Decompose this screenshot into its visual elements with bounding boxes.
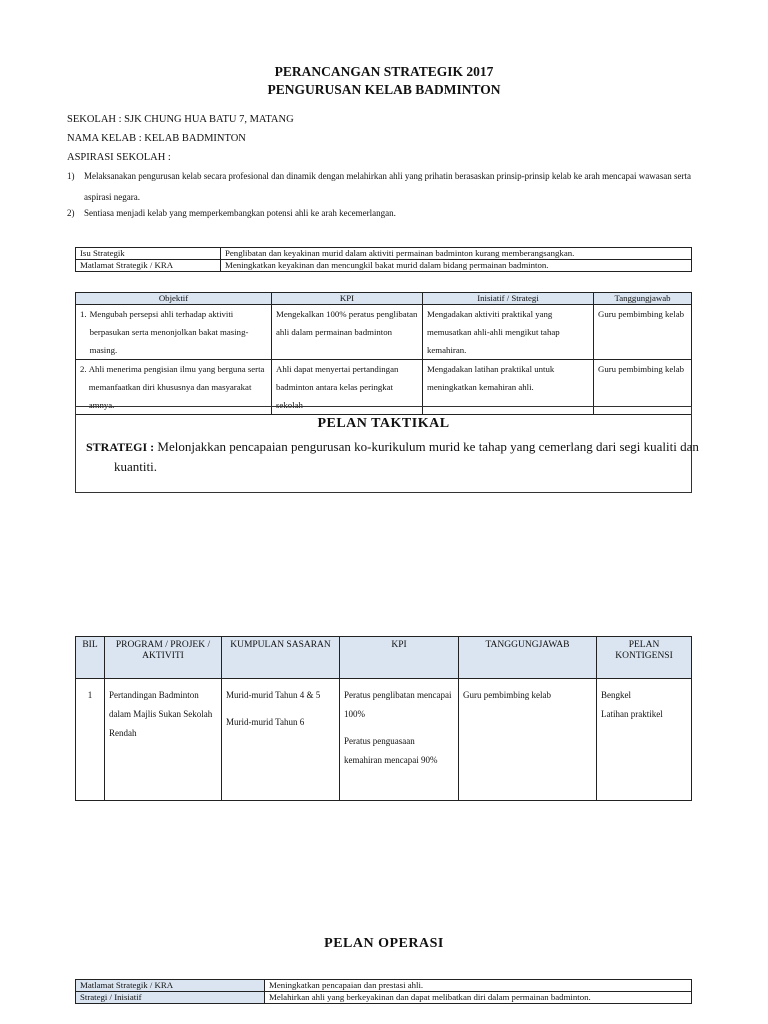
aspirasi-text: Sentiasa menjadi kelab yang memperkembangkan potensi ahli ke arah kecemerlangan.: [84, 208, 396, 218]
objektif-cell: [76, 305, 272, 360]
header-tanggungjawab: Tanggungjawab: [594, 293, 692, 305]
strategi-text: Melonjakkan pencapaian pengurusan ko-kurikulum murid ke tahap yang cemerlang dari segi kualiti dan kuantiti.: [114, 439, 699, 474]
program-cell: Pertandingan Badminton dalam Majlis Sukan Sekolah Rendah: [105, 679, 222, 801]
program-table: [75, 636, 692, 801]
tanggungjawab-cell: Guru pembimbing kelab: [459, 679, 597, 801]
tanggungjawab-cell: Guru pembimbing kelab: [594, 360, 692, 415]
aspirasi-number: 2): [67, 208, 75, 218]
objektif-text: Ahli menerima pengisian ilmu yang berguna serta memanfaatkan diri khususnya dan masyarakat amnya.: [88, 364, 265, 410]
isu-value: Penglibatan dan keyakinan murid dalam aktiviti permainan badminton kurang memberangsangkan.: [221, 248, 692, 260]
table-header-row: [76, 637, 692, 679]
kpi-cell: Mengekalkan 100% peratus penglibatan ahli dalam permainan badminton: [272, 305, 423, 360]
inisiatif-cell: Mengadakan aktiviti praktikal yang memusatkan ahli-ahli mengikut tahap kemahiran.: [423, 305, 594, 360]
operasi-value: Melahirkan ahli yang berkeyakinan dan dapat melibatkan diri dalam permainan badminton.: [265, 992, 692, 1004]
header-sasaran: KUMPULAN SASARAN: [222, 637, 340, 679]
table-header-row: [76, 293, 692, 305]
operasi-label: Matlamat Strategik / KRA: [76, 980, 265, 992]
objektif-table: [75, 292, 692, 415]
bil-cell: 1: [76, 679, 105, 801]
header-bil: BIL: [76, 637, 105, 679]
kra-value: Meningkatkan keyakinan dan mencungkil bakat murid dalam bidang permainan badminton.: [221, 260, 692, 272]
isu-label: Isu Strategik: [76, 248, 221, 260]
kra-label: Matlamat Strategik / KRA: [76, 260, 221, 272]
table-row: [76, 980, 692, 992]
table-row: [76, 679, 692, 801]
pelan-taktikal-box: [75, 406, 699, 493]
objektif-text: Mengubah persepsi ahli terhadap aktiviti berpasukan serta menonjolkan bakat masing-masing.: [89, 309, 249, 355]
sasaran-secondary: Murid-murid Tahun 6: [226, 717, 305, 727]
document-title: PERANCANGAN STRATEGIK 2017: [274, 64, 494, 79]
header-program: PROGRAM / PROJEK / AKTIVITI: [105, 637, 222, 679]
table-row: [76, 260, 692, 272]
kpi-cell: Ahli dapat menyertai pertandingan badminton antara kelas peringkat sekolah: [272, 360, 423, 415]
header-inisiatif: Inisiatif / Strategi: [423, 293, 594, 305]
aspirasi-number: 1): [67, 171, 75, 181]
inisiatif-cell: Mengadakan latihan praktikal untuk meningkatkan kemahiran ahli.: [423, 360, 594, 415]
header-kontingensi: PELAN KONTIGENSI: [597, 637, 692, 679]
header-kpi: KPI: [340, 637, 459, 679]
aspirasi-text: Melaksanakan pengurusan kelab secara profesional dan dinamik dengan melahirkan ahli yang prihatin berasaskan prinsip-prinsip kelab ke arah mencapai wawasan serta aspirasi negara.: [84, 171, 692, 202]
kpi-cell: [340, 679, 459, 801]
kpi-primary: Peratus penglibatan mencapai 100%: [344, 690, 452, 719]
operasi-label: Strategi / Inisiatif: [76, 992, 265, 1004]
nama-kelab-line: NAMA KELAB : KELAB BADMINTON: [67, 133, 246, 144]
aspirasi-item: [67, 166, 707, 208]
isu-strategik-table: [75, 247, 692, 272]
table-row: [76, 248, 692, 260]
table-row: [76, 305, 692, 360]
aspirasi-label: ASPIRASI SEKOLAH :: [67, 152, 171, 163]
table-row: [76, 992, 692, 1004]
sasaran-cell: [222, 679, 340, 801]
header-tanggungjawab: TANGGUNGJAWAB: [459, 637, 597, 679]
row-number: 2.: [80, 364, 87, 374]
pelan-taktikal-title: PELAN TAKTIKAL: [317, 416, 450, 431]
kontingensi-primary: Bengkel: [601, 690, 631, 700]
pelan-operasi-title: PELAN OPERASI: [324, 936, 444, 951]
strategi-label: STRATEGI :: [86, 440, 155, 454]
sasaran-primary: Murid-murid Tahun 4 & 5: [226, 690, 321, 700]
kontingensi-secondary: Latihan praktikel: [601, 709, 663, 719]
document-subtitle: PENGURUSAN KELAB BADMINTON: [267, 82, 501, 97]
header-objektif: Objektif: [76, 293, 272, 305]
strategi-statement: [81, 437, 714, 477]
kontingensi-cell: [597, 679, 692, 801]
aspirasi-item: [67, 203, 707, 224]
kpi-secondary: Peratus penguasaan kemahiran mencapai 90%: [344, 736, 438, 765]
sekolah-line: SEKOLAH : SJK CHUNG HUA BATU 7, MATANG: [67, 114, 294, 125]
pelan-operasi-table: [75, 979, 692, 1004]
header-kpi: KPI: [272, 293, 423, 305]
operasi-value: Meningkatkan pencapaian dan prestasi ahli.: [265, 980, 692, 992]
tanggungjawab-cell: Guru pembimbing kelab: [594, 305, 692, 360]
row-number: 1.: [80, 309, 87, 319]
